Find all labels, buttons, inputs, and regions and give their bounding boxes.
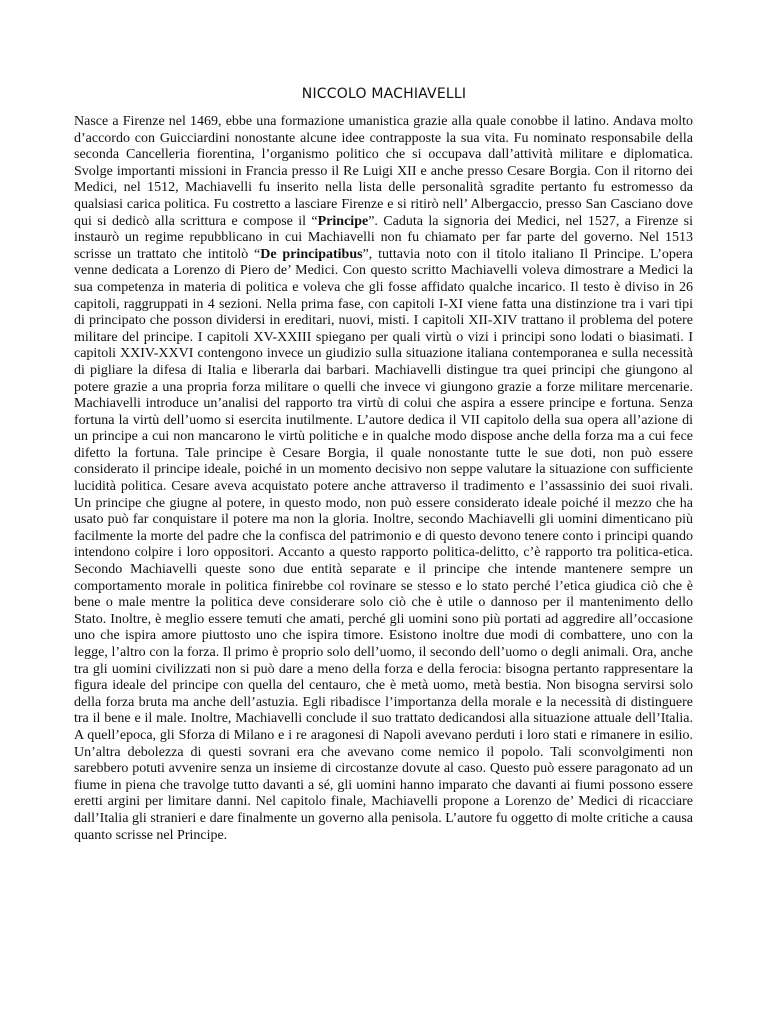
paragraph-text-part-1: Nasce a Firenze nel 1469, ebbe una formazione umanistica grazie alla quale conobbe il latino. Andava molto d’accordo con Guicciardini nonostante alcune idee contrapposte la sua vita. Fu nominato responsabile della seconda Cancelleria fiorentina, l’organismo politico che si occupava dall’attività militare e diplomatica. Svolge importanti missioni in Francia presso il Re Luigi XII e anche presso Cesare Borgia. Con il ritorno dei Medici, nel 1512, Machiavelli fu inserito nella lista delle personalità sgradite pertanto fu estromesso da qualsiasi carica politica. Fu costretto a lasciare Firenze e si ritirò nell’ Albergaccio, presso San Casciano dove qui si dedicò alla scrittura e compose il “ — [74, 114, 693, 229]
bold-work-title-de-principatibus: De principatibus — [260, 246, 363, 262]
document-title: NICCOLO MACHIAVELLI — [301, 86, 467, 102]
body-paragraph — [74, 114, 693, 844]
paragraph-text-part-2: ”. Caduta la signoria dei Medici, nel 1527, a Firenze si instaurò un regime repubblicano in cui Machiavelli non fu chiamato per far parte del governo. Nel 1513 scrisse un trattato che intitolò “ — [74, 213, 693, 262]
bold-work-title-principe: Principe — [317, 213, 369, 229]
paragraph-text-part-3: ”, tuttavia noto con il titolo italiano Il Principe. L’opera venne dedicata a Lorenzo di Piero de’ Medici. Con questo scritto Machiavelli voleva dimostrare a Medici la sua competenza in materia di politica e voleva che gli fosse affidato qualche incarico. Il testo è diviso in 26 capitoli, raggruppati in 4 sezioni. Nella prima fase, con capitoli I-XI viene fatta una distinzione tra i vari tipi di principato che posson dividersi in ereditari, nuovi, misti. I capitoli XII-XIV trattano il problema del potere militare del principe. I capitoli XV-XXIII spiegano per quali virtù o vizi i principi sono lodati o biasimati. I capitoli XXIV-XXVI contengono invece un giudizio sulla situazione italiana contemporanea e sulla necessità di pigliare la difesa di Italia e liberarla dai barbari. Machiavelli distingue tra quei principi che giungono al potere grazie a una propria forza militare o quelli che invece vi giungono grazie a forze militare mercenarie. Machiavelli introduce un’analisi del rapporto tra virtù di colui che aspira a essere principe e fortuna. Senza fortuna la virtù dell’uomo si esercita inutilmente. L’autore dedica il VII capitolo della sua opera all’azione di un principe a cui non mancarono le virtù politiche e in qualche modo dispose anche della forza ma a cui fece difetto la fortuna. Tale principe è Cesare Borgia, il quale nonostante tutte le sue doti, non può essere considerato il principe ideale, poiché in un momento decisivo non seppe valutare la situazione con sufficiente lucidità politica. Cesare aveva acquistato potere anche attraverso il tradimento e l’assassinio dei suoi rivali. Un principe che giugne al potere, in questo modo, non può essere considerato ideale poiché il mezzo che ha usato può far conquistare il potere ma non la gloria. Inoltre, secondo Machiavelli gli uomini dimenticano più facilmente la morte del padre che la confisca del patrimonio e di questo devono tenere conto i principi quando intendono colpire i loro oppositori. Accanto a questo rapporto politica-delitto, c’è rapporto tra politica-etica. Secondo Machiavelli queste sono due entità separate e il principe che intende mantenere sempre un comportamento morale in politica finirebbe col rovinare se stesso e lo stato perché l’etica giudica ciò che è bene o male mentre la politica deve considerare solo ciò che è utile o dannoso per il mantenimento dello Stato. Inoltre, è meglio essere temuti che amati, perché gli uomini sono più portati ad aggredire all’occasione uno che ispira amore piuttosto uno che ispira timore. Esistono inoltre due modi di combattere, uno con la legge, l’altro con la forza. Il primo è proprio solo dell’uomo, il secondo dell’uomo o degli animali. Ora, anche tra gli uomini civilizzati non si può dare a meno della forza e della ferocia: bisogna pertanto rappresentare la figura ideale del principe con quella del centauro, che è metà uomo, metà bestia. Non bisogna servirsi solo della forza bruta ma anche dell’astuzia. Egli ribadisce l’importanza della morale e la necessità di distinguere tra il bene e il male. Inoltre, Machiavelli conclude il suo trattato dedicandosi alla situazione attuale dell’Italia. A quell’epoca, gli Sforza di Milano e i re aragonesi di Napoli avevano perduti i loro stati e rimanere in esilio. Un’altra debolezza di questi sovrani era che avevano come nemico il popolo. Tali sconvolgimenti non sarebbero potuti avvenire senza un insieme di circostanze dovute al caso. Questo può essere paragonato ad un fiume in piena che travolge tutto davanti a sé, gli uomini hanno imparato che davanti ai fiumi possono essere eretti argini per limitare danni. Nel capitolo finale, Machiavelli propone a Lorenzo de’ Medici di ricacciare dall’Italia gli stranieri e dare finalmente un governo alla penisola. L’autore fu oggetto di molte critiche a causa quanto scrisse nel Principe. — [74, 246, 693, 843]
